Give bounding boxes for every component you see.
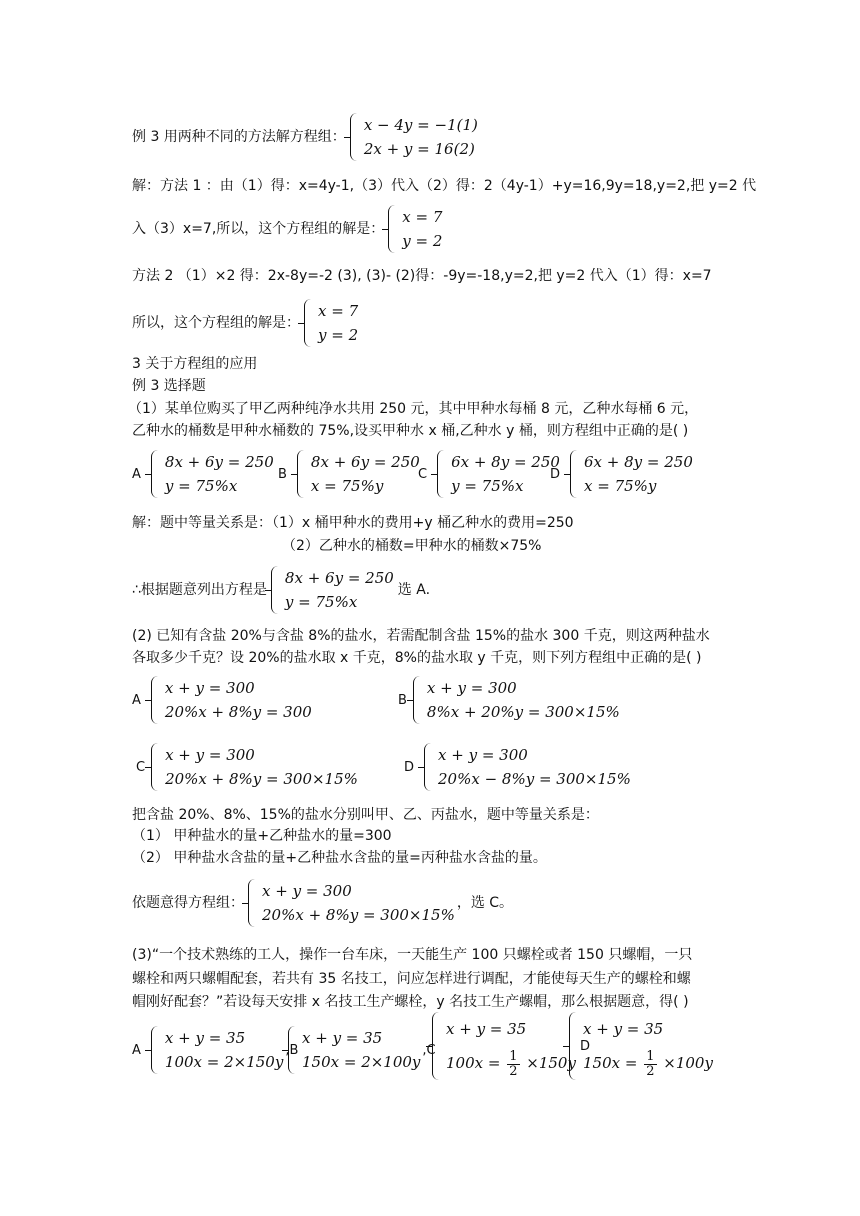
option-label: A (132, 1042, 141, 1058)
equation-system (350, 113, 478, 161)
equation-row: y = 75%x (284, 593, 358, 611)
q2-line1: (2) 已知有含盐 20%与含盐 8%的盐水，若需配制含盐 15%的盐水 300 千克，则这两种盐水 (132, 628, 710, 644)
option-label: D (404, 759, 415, 775)
equation-row: 20%x + 8%y = 300×15% (165, 770, 358, 788)
section-heading: 3 关于方程组的应用 (132, 356, 258, 372)
q2-expl3: （2） 甲种盐水含盐的量+乙种盐水含盐的量=丙种盐水含盐的量。 (132, 850, 547, 866)
q3-option-a (132, 1026, 298, 1074)
equation-row: x + y = 300 (262, 882, 352, 900)
equation-row: 2x + y = 16(2) (363, 140, 475, 158)
q1-conclusion (132, 566, 430, 614)
equation-row: x + y = 35 (446, 1020, 527, 1038)
q2-expl1: 把含盐 20%、8%、15%的盐水分别叫甲、乙、丙盐水，题中等量关系是： (132, 807, 599, 823)
q2-conclusion (132, 879, 513, 927)
conclusion-prefix: 依题意得方程组： (132, 895, 244, 911)
option-separator: ,C (422, 1042, 436, 1058)
q3-option-b (284, 1026, 436, 1074)
equation-row: x + y = 300 (165, 746, 255, 764)
fraction (507, 1050, 519, 1079)
q1-option-d (550, 450, 693, 498)
option-separator: D (579, 1038, 590, 1054)
equation-row: 6x + 8y = 250 (451, 453, 560, 471)
equation-row: x = 7 (318, 302, 359, 320)
left-brace (388, 205, 397, 253)
equation-row: y = 75%x (164, 477, 238, 495)
left-brace (248, 879, 257, 927)
numerator: 1 (646, 1048, 655, 1064)
left-brace (151, 676, 160, 724)
option-label: C (136, 759, 146, 775)
conclusion-suffix: ，选 C。 (456, 895, 514, 911)
left-brace (569, 1012, 578, 1080)
equation-row: x = 7 (402, 208, 443, 226)
equation-row: 20%x − 8%y = 300×15% (438, 770, 631, 788)
equation-system (388, 205, 442, 253)
q1-option-a (132, 450, 274, 498)
sol1-line1: 解：方法 1 ：由（1）得：x=4y-1,（3）代入（2）得：2（4y-1）+y=16,9y=18,y=2,把 y=2 代 (132, 178, 757, 194)
option-label: A (132, 466, 141, 482)
equation-row: 150x = 2×100y (302, 1053, 421, 1071)
q2-option-b (398, 676, 620, 724)
equation-part: 100x = (446, 1054, 501, 1072)
conclusion-suffix: 选 A. (397, 582, 431, 598)
equation-row: x + y = 300 (164, 679, 255, 697)
ex3a-prompt: 例 3 用两种不同的方法解方程组： (132, 129, 346, 145)
numerator: 1 (509, 1048, 518, 1064)
equation-system (304, 299, 358, 347)
fraction (644, 1050, 656, 1079)
left-brace (413, 676, 422, 724)
equation-row: 20%x + 8%y = 300×15% (262, 906, 455, 924)
option-label: D (550, 466, 561, 482)
q1-option-c (418, 450, 560, 498)
q3-line3: 帽刚好配套？”若设每天安排 x 名技工生产螺栓，y 名技工生产螺帽，那么根据题意，得( ) (132, 994, 689, 1010)
q1-sol-line2: （2）乙种水的桶数=甲种水的桶数×75% (282, 538, 542, 554)
equation-row: 8x + 6y = 250 (164, 453, 274, 471)
ex3a-prompt-line (132, 113, 478, 161)
left-brace (437, 450, 446, 498)
q3-option-d (565, 1012, 713, 1080)
equation-row: 20%x + 8%y = 300 (164, 703, 312, 721)
equation-row: 8x + 6y = 250 (284, 569, 394, 587)
equation-part: 150x = (583, 1054, 638, 1072)
equation-row: 8x + 6y = 250 (310, 453, 420, 471)
option-label: A (132, 692, 141, 708)
left-brace (151, 743, 160, 791)
equation-row: y = 2 (318, 326, 359, 344)
equation-row: x = 75%y (584, 477, 657, 495)
left-brace (350, 113, 359, 161)
left-brace (424, 743, 433, 791)
left-brace (432, 1012, 441, 1080)
equation-row: x − 4y = −1(1) (363, 116, 478, 134)
conclusion-prefix: ∴根据题意列出方程是 (132, 582, 267, 598)
left-brace (151, 450, 160, 498)
section-example: 例 3 选择题 (132, 378, 206, 394)
q2-option-a (132, 676, 312, 724)
equation-row (583, 1046, 713, 1080)
q3-line1: (3)“一个技术熟练的工人，操作一台车床，一天能生产 100 只螺栓或者 150 只螺帽，一只 (132, 947, 693, 963)
denominator: 2 (646, 1063, 655, 1079)
left-brace (288, 1026, 297, 1074)
equation-row: 100x = 2×150y (164, 1053, 284, 1071)
equation-row: x + y = 35 (164, 1029, 246, 1047)
q1-sol-line1: 解：题中等量关系是：（1）x 桶甲种水的费用+y 桶乙种水的费用=250 (132, 515, 574, 531)
sol2-conclusion (132, 299, 358, 347)
option-label: C (418, 466, 428, 482)
option-separator: ,B (285, 1042, 299, 1058)
equation-row (446, 1046, 576, 1080)
q2-line2: 各取多少千克？设 20%的盐水取 x 千克，8%的盐水取 y 千克，则下列方程组中正确的是( ) (132, 650, 702, 666)
equation-row: x + y = 300 (426, 679, 517, 697)
sol1-line2-text: 入（3）x=7,所以，这个方程组的解是： (132, 221, 385, 237)
equation-row: 6x + 8y = 250 (584, 453, 693, 471)
equation-row: x + y = 300 (438, 746, 528, 764)
equation-part: ×150y (526, 1054, 576, 1072)
equation-row: x + y = 35 (583, 1020, 664, 1038)
sol2-prefix: 所以，这个方程组的解是： (132, 315, 300, 331)
q2-option-c (136, 743, 358, 791)
q3-line2: 螺栓和两只螺帽配套，若共有 35 名技工，问应怎样进行调配，才能使每天生产的螺栓和螺 (132, 971, 691, 987)
q2-expl2: （1） 甲种盐水的量+乙种盐水的量=300 (132, 828, 392, 844)
equation-row: x = 75%y (310, 477, 384, 495)
left-brace (151, 1026, 160, 1074)
equation-row: y = 2 (402, 232, 443, 250)
equation-row: y = 75%x (451, 477, 524, 495)
denominator: 2 (509, 1063, 518, 1079)
equation-part: ×100y (663, 1054, 713, 1072)
sol1-line2 (132, 205, 442, 253)
left-brace (271, 566, 280, 614)
q1-line1: （1）某单位购买了甲乙两种纯净水共用 250 元，其中甲种水每桶 8 元，乙种水每桶 6 元， (128, 401, 699, 417)
q1-option-b (278, 450, 420, 498)
option-label: B (278, 466, 287, 482)
left-brace (304, 299, 313, 347)
sol2-line: 方法 2 （1）×2 得：2x-8y=-2 (3), (3)- (2)得：-9y=-18,y=2,把 y=2 代入（1）得：x=7 (132, 268, 712, 284)
q2-option-d (404, 743, 631, 791)
left-brace (297, 450, 306, 498)
q1-line2: 乙种水的桶数是甲种水桶数的 75%,设买甲种水 x 桶,乙种水 y 桶，则方程组中正确的是( ) (132, 423, 689, 439)
equation-row: x + y = 35 (302, 1029, 383, 1047)
option-label: B (398, 692, 407, 708)
equation-row: 8%x + 20%y = 300×15% (426, 703, 620, 721)
left-brace (570, 450, 579, 498)
